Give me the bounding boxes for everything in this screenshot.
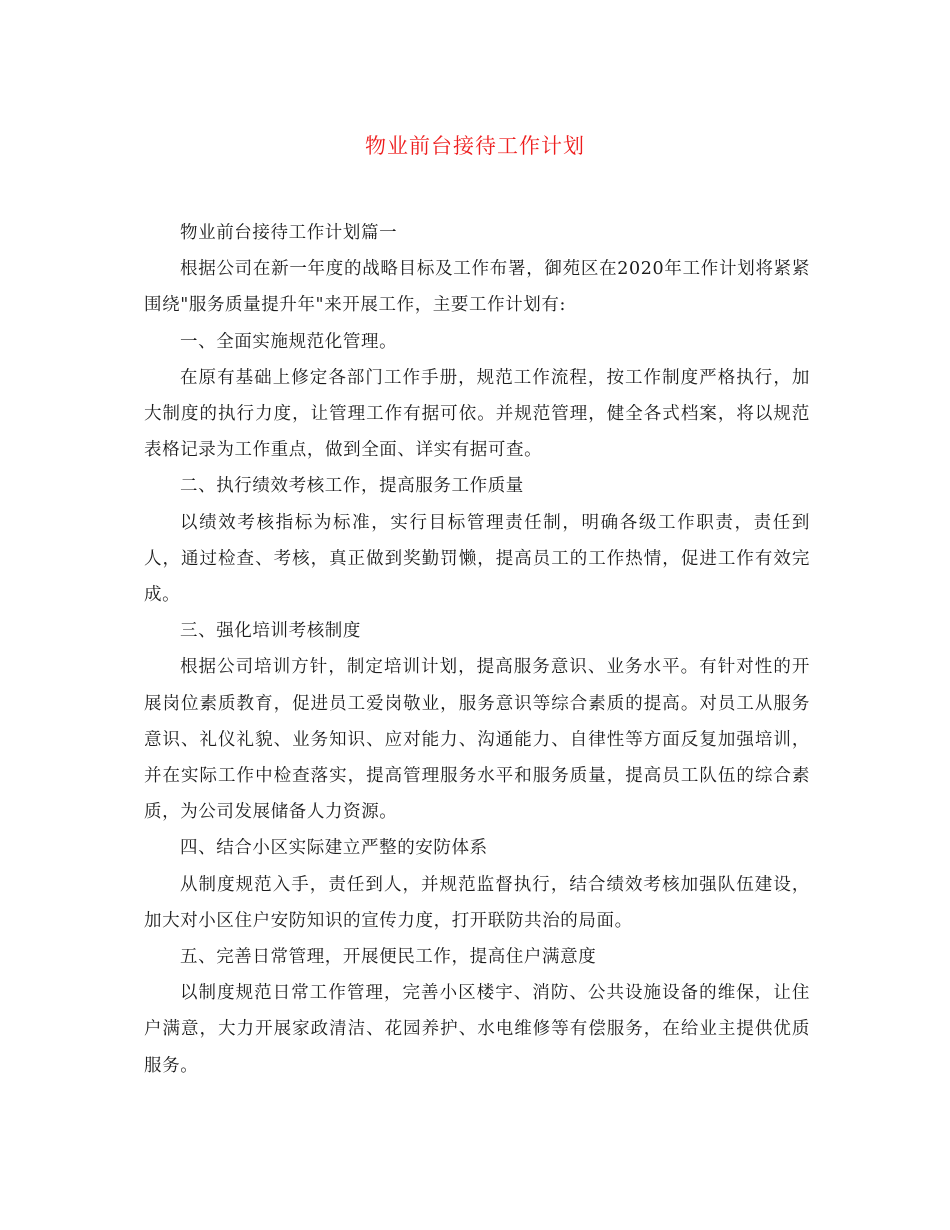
item-heading-5: 五、完善日常管理，开展便民工作，提高住户满意度 (180, 947, 597, 968)
section-heading: 物业前台接待工作计划篇一 (180, 223, 398, 243)
item-heading-3: 三、强化培训考核制度 (180, 621, 361, 642)
intro-paragraph: 根据公司在新一年度的战略目标及工作布署，御苑区在2020年工作计划将紧紧围绕"服务质量提升年"来开展工作，主要工作计划有: (144, 259, 810, 316)
document-title: 物业前台接待工作计划 (365, 134, 585, 158)
item-paragraph-5: 以制度规范日常工作管理，完善小区楼宇、消防、公共设施设备的维保，让住户满意，大力开展家政清洁、花园养护、水电维修等有偿服务，在给业主提供优质服务。 (144, 983, 810, 1076)
item-paragraph-4: 从制度规范入手，责任到人，并规范监督执行，结合绩效考核加强队伍建设，加大对小区住户安防知识的宣传力度，打开联防共治的局面。 (144, 874, 810, 931)
item-paragraph-2: 以绩效考核指标为标准，实行目标管理责任制，明确各级工作职责，责任到人，通过检查、考核，真正做到奖勤罚懒，提高员工的工作热情，促进工作有效完成。 (144, 512, 810, 606)
item-paragraph-1: 在原有基础上修定各部门工作手册，规范工作流程，按工作制度严格执行，加大制度的执行力度，让管理工作有据可依。并规范管理，健全各式档案，将以规范表格记录为工作重点，做到全面、详实有据可查。 (144, 367, 810, 461)
item-heading-1: 一、全面实施规范化管理。 (180, 331, 398, 352)
item-heading-4: 四、结合小区实际建立严整的安防体系 (180, 838, 488, 859)
document-body (144, 215, 810, 1084)
item-heading-2: 二、执行绩效考核工作，提高服务工作质量 (180, 476, 524, 497)
item-paragraph-3: 根据公司培训方针，制定培训计划，提高服务意识、业务水平。有针对性的开展岗位素质教育，促进员工爱岗敬业，服务意识等综合素质的提高。对员工从服务意识、礼仪礼貌、业务知识、应对能力、沟通能力、自律性等方面反复加强培训，并在实际工作中检查落实，提高管理服务水平和服务质量，提高员工队伍的综合素质，为公司发展储备人力资源。 (144, 657, 810, 823)
